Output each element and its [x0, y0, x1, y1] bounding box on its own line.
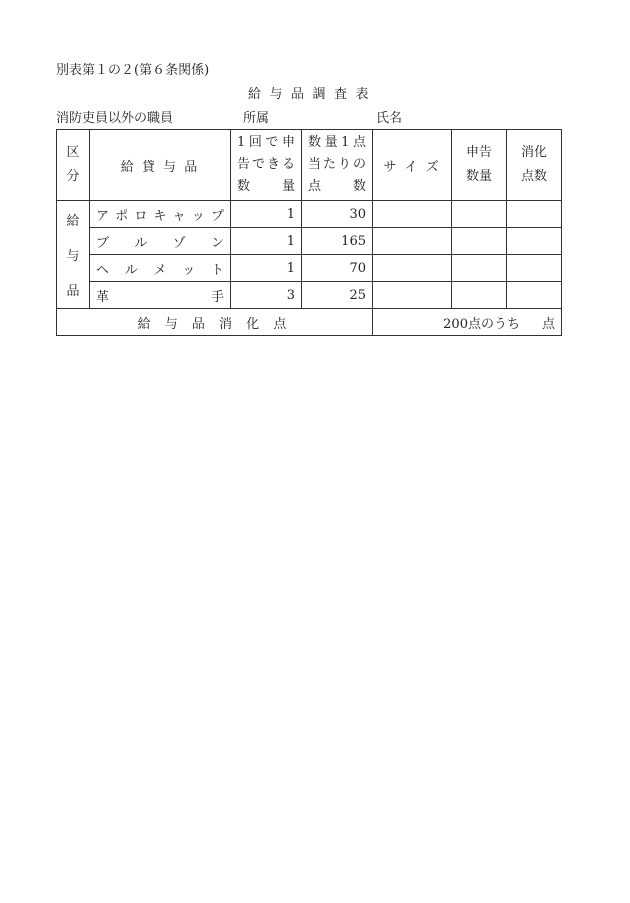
item-name: 革 手 — [90, 282, 231, 309]
header-row — [57, 130, 562, 201]
table-row — [57, 201, 562, 228]
footer-row — [57, 309, 562, 336]
header-qty-per-time: 1回で申 告できる 数 量 — [231, 130, 302, 201]
qty-cell: 3 — [231, 282, 302, 309]
table-row — [57, 282, 562, 309]
consumed-points-input-cell[interactable] — [507, 201, 562, 228]
item-name: ブ ル ゾ ン — [90, 228, 231, 255]
qty-cell: 1 — [231, 255, 302, 282]
footer-total-prefix: 200点のうち — [443, 316, 520, 332]
table-row — [57, 255, 562, 282]
points-cell: 70 — [302, 255, 373, 282]
consumed-points-input-cell[interactable] — [507, 228, 562, 255]
footer-label: 給 与 品 消 化 点 — [57, 309, 373, 336]
document-reference: 別表第１の２(第６条関係) — [56, 63, 210, 78]
affiliation-label: 所属 — [243, 111, 270, 126]
header-item: 給 貸 与 品 — [90, 130, 231, 201]
header-category: 区 分 — [57, 130, 90, 201]
name-label: 氏名 — [376, 111, 403, 126]
size-input-cell[interactable] — [373, 282, 452, 309]
footer-total[interactable] — [373, 309, 562, 336]
qty-cell: 1 — [231, 228, 302, 255]
declared-qty-input-cell[interactable] — [452, 201, 507, 228]
consumed-points-input-cell[interactable] — [507, 282, 562, 309]
item-name: ヘ ル メ ッ ト — [90, 255, 231, 282]
declared-qty-input-cell[interactable] — [452, 255, 507, 282]
footer-total-suffix: 点 — [541, 316, 555, 332]
size-input-cell[interactable] — [373, 201, 452, 228]
survey-table — [56, 129, 562, 336]
category-cell: 給 与 品 — [57, 201, 90, 309]
item-name: ア ポ ロ キ ャ ッ プ — [90, 201, 231, 228]
points-cell: 165 — [302, 228, 373, 255]
page-title: 給与品調査表 — [248, 87, 378, 102]
size-input-cell[interactable] — [373, 228, 452, 255]
header-size: サ イ ズ — [373, 130, 452, 201]
size-input-cell[interactable] — [373, 255, 452, 282]
header-points-per-unit: 数量1点 当たりの 点 数 — [302, 130, 373, 201]
staff-category: 消防吏員以外の職員 — [56, 111, 174, 126]
table-row — [57, 228, 562, 255]
consumed-points-input-cell[interactable] — [507, 255, 562, 282]
qty-cell: 1 — [231, 201, 302, 228]
declared-qty-input-cell[interactable] — [452, 282, 507, 309]
header-consumed-points: 消化 点数 — [507, 130, 562, 201]
declared-qty-input-cell[interactable] — [452, 228, 507, 255]
header-declared-qty: 申告 数量 — [452, 130, 507, 201]
points-cell: 30 — [302, 201, 373, 228]
points-cell: 25 — [302, 282, 373, 309]
